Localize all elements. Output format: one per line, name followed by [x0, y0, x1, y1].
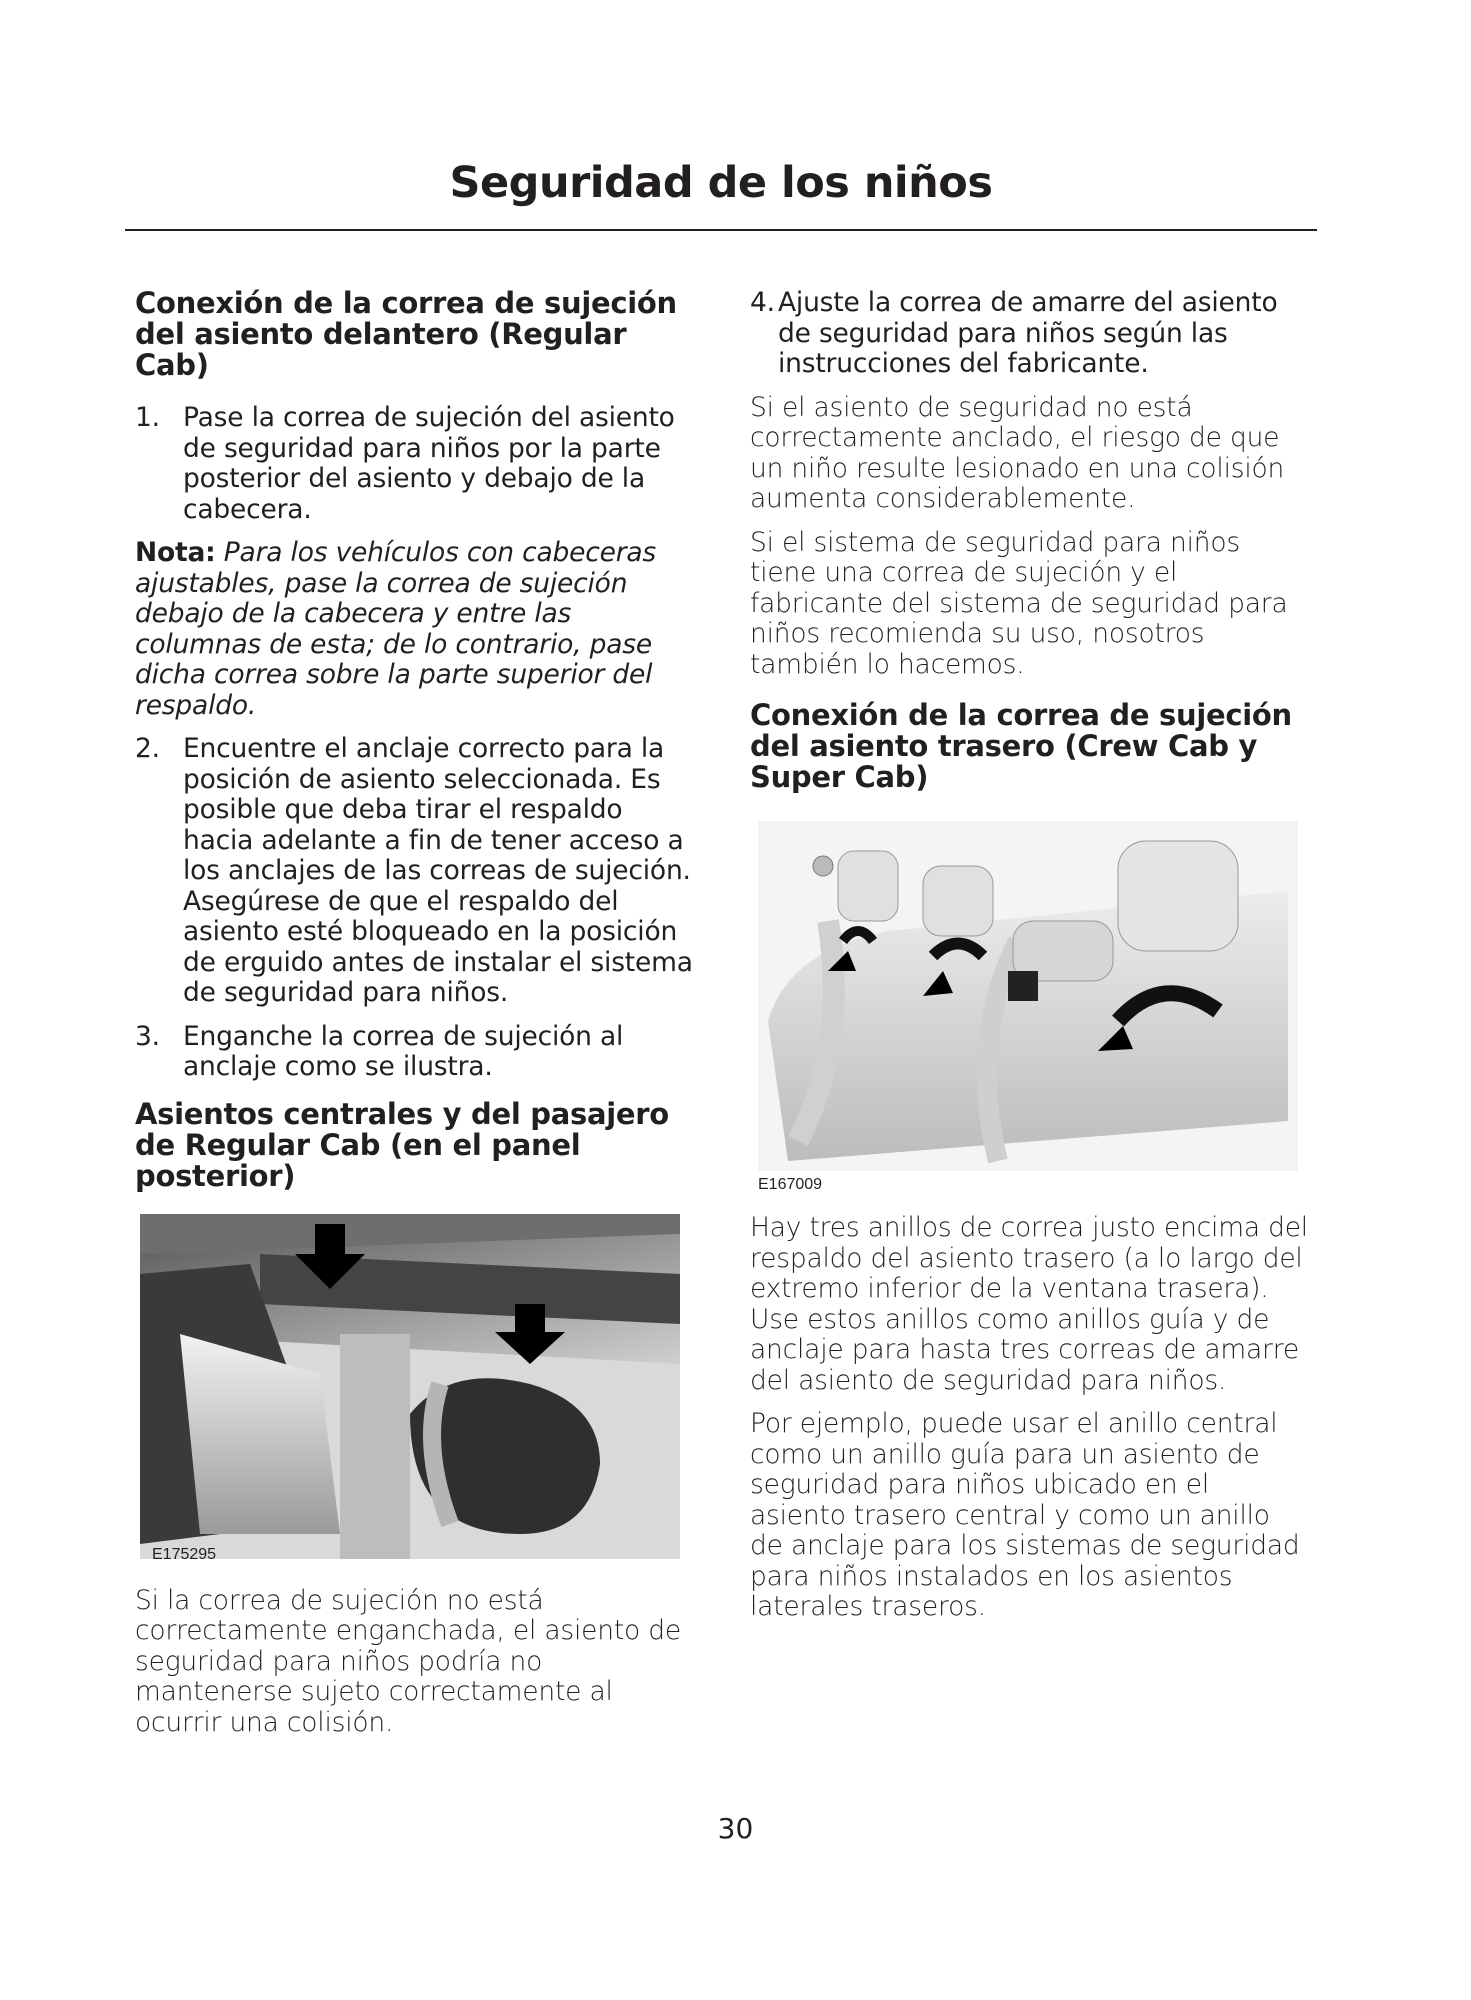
right-column — [750, 288, 1310, 1636]
page-title: Seguridad de los niños — [449, 158, 993, 208]
figure-regular-cab-anchors — [140, 1214, 680, 1574]
step-text: Enganche la correa de sujeción al anclaje como se ilustra. — [183, 1020, 624, 1082]
step-text: Pase la correa de sujeción del asiento de seguridad para niños por la parte posterior del asiento y debajo de la cabecera. — [183, 402, 675, 525]
paragraph: Hay tres anillos de correa justo encima del respaldo del asiento trasero (a lo largo del extremo inferior de la ventana trasera). Use estos anillos como anillos guía y de anclaje para hasta tres correas de amarre del asiento de seguridad para niños. — [750, 1212, 1308, 1396]
regular-cab-anchor-illustration — [140, 1214, 680, 1574]
figure-code: E167009 — [758, 1176, 823, 1193]
note — [135, 538, 695, 721]
figure-rear-seat-anchors — [758, 821, 1298, 1201]
paragraph: Si el sistema de seguridad para niños tiene una correa de sujeción y el fabricante del sistema de seguridad para niños recomienda su uso, nosotros también lo hacemos. — [750, 526, 1288, 680]
figure-code: E175295 — [152, 1545, 217, 1563]
step-4 — [750, 288, 1310, 380]
paragraph: Por ejemplo, puede usar el anillo central como un anillo guía para un asiento de seguridad para niños ubicado en el asiento trasero central y como un anillo de anclaje para los sistemas de seguridad para niños instalados en los asientos laterales traseros. — [750, 1408, 1300, 1622]
paragraph: Si la correa de sujeción no está correctamente enganchada, el asiento de seguridad para niños podría no mantenerse sujeto correctamente al ocurrir una colisión. — [135, 1584, 682, 1738]
page-number: 30 — [717, 1812, 754, 1845]
section-heading-front-tether: Conexión de la correa de sujeción del asiento delantero (Regular Cab) — [135, 286, 677, 382]
step-number: 2. — [135, 733, 160, 764]
header-rule — [125, 229, 1317, 231]
step-text: Encuentre el anclaje correcto para la posición de asiento seleccionada. Es posible que deba tirar el respaldo hacia adelante a fin de tener acceso a los anclajes de las correas de sujeción. Asegúrese de que el respaldo del asiento esté bloqueado en la posición de erguido antes de instalar el sistema de seguridad para niños. — [183, 733, 693, 1008]
left-column — [135, 288, 695, 1751]
step-1 — [135, 403, 695, 525]
step-text: Ajuste la correa de amarre del asiento de seguridad para niños según las instrucciones del fabricante. — [778, 287, 1278, 379]
paragraph: Si el asiento de seguridad no está correctamente anclado, el riesgo de que un niño resulte lesionado en una colisión aumenta considerablemente. — [750, 391, 1285, 514]
rear-seat-anchor-illustration — [758, 821, 1298, 1171]
step-number: 1. — [135, 402, 160, 433]
section-heading-regular-cab: Asientos centrales y del pasajero de Regular Cab (en el panel posterior) — [135, 1096, 669, 1193]
step-3 — [135, 1022, 695, 1083]
step-2 — [135, 734, 695, 1009]
step-number: 4. — [750, 287, 775, 318]
note-text: Para los vehículos con cabeceras ajustables, pase la correa de sujeción debajo de la cabecera y entre las columnas de esta; de lo contrario, pase dicha correa sobre la parte superior del respaldo. — [135, 537, 657, 721]
section-heading-rear-tether: Conexión de la correa de sujeción del asiento trasero (Crew Cab y Super Cab) — [750, 698, 1292, 794]
step-number: 3. — [135, 1020, 160, 1052]
note-label: Nota: — [135, 537, 216, 568]
